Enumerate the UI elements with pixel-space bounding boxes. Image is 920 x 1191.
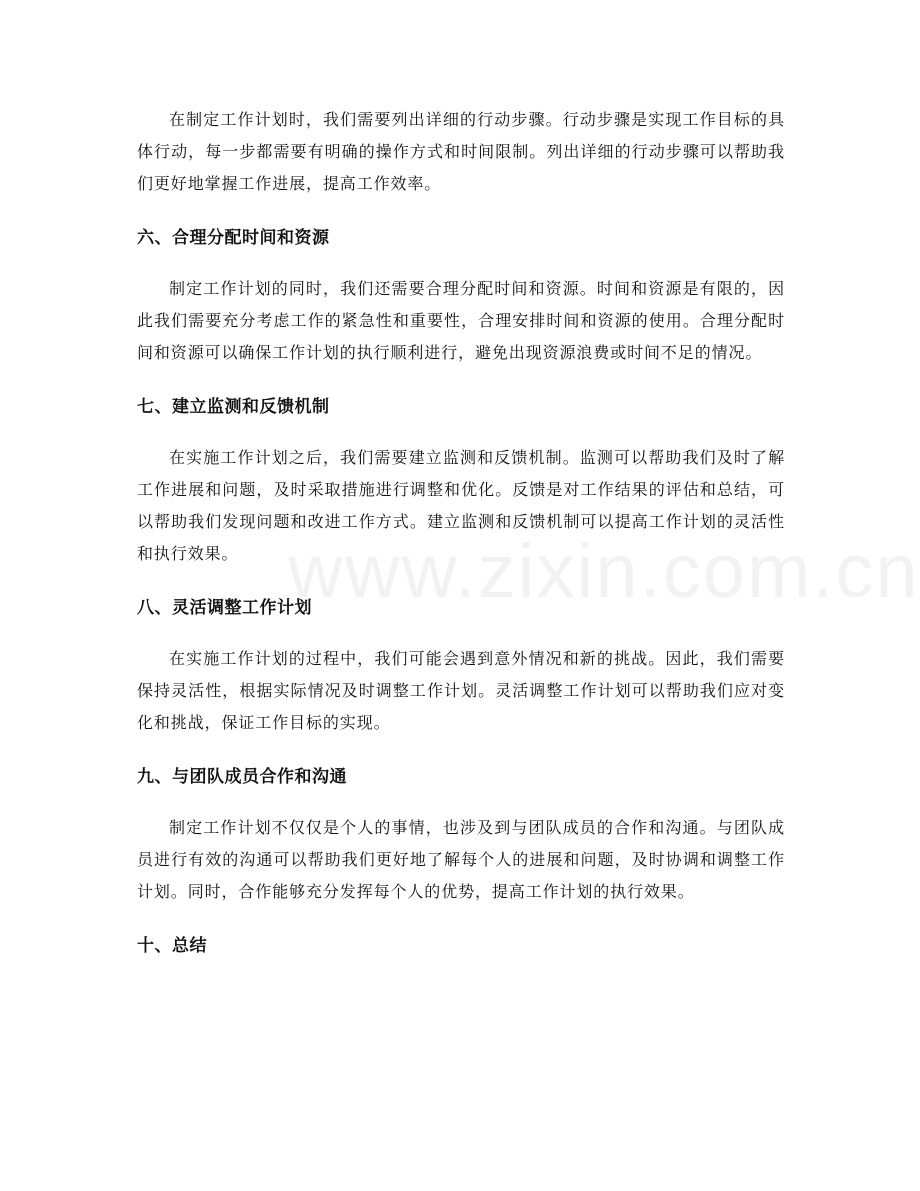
paragraph-section-6: 制定工作计划的同时，我们还需要合理分配时间和资源。时间和资源是有限的，因此我们需要充分考虑工作的紧急性和重要性，合理安排时间和资源的使用。合理分配时间和资源可以确保工作计划的执行顺利进行，避免出现资源浪费或时间不足的情况。 — [137, 279, 785, 362]
paragraph-section-7: 在实施工作计划之后，我们需要建立监测和反馈机制。监测可以帮助我们及时了解工作进展和问题，及时采取措施进行调整和优化。反馈是对工作结果的评估和总结，可以帮助我们发现问题和改进工作方式。建立监测和反馈机制可以提高工作计划的灵活性和执行效果。 — [137, 448, 785, 563]
heading-section-9: 九、与团队成员合作和沟通 — [137, 767, 347, 787]
heading-section-10: 十、总结 — [137, 936, 207, 956]
watermark: www.zixin.com.cn — [288, 529, 920, 614]
heading-section-7: 七、建立监测和反馈机制 — [137, 397, 330, 417]
paragraph-section-8: 在实施工作计划的过程中，我们可能会遇到意外情况和新的挑战。因此，我们需要保持灵活性，根据实际情况及时调整工作计划。灵活调整工作计划可以帮助我们应对变化和挑战，保证工作目标的实现。 — [137, 649, 785, 732]
paragraph-action-steps: 在制定工作计划时，我们需要列出详细的行动步骤。行动步骤是实现工作目标的具体行动，每一步都需要有明确的操作方式和时间限制。列出详细的行动步骤可以帮助我们更好地掌握工作进展，提高工作效率。 — [137, 110, 785, 193]
paragraph-section-9: 制定工作计划不仅仅是个人的事情，也涉及到与团队成员的合作和沟通。与团队成员进行有效的沟通可以帮助我们更好地了解每个人的进展和问题，及时协调和调整工作计划。同时，合作能够充分发挥每个人的优势，提高工作计划的执行效果。 — [137, 818, 785, 901]
heading-section-6: 六、合理分配时间和资源 — [137, 228, 330, 248]
heading-section-8: 八、灵活调整工作计划 — [137, 598, 312, 618]
document-body — [137, 104, 785, 961]
